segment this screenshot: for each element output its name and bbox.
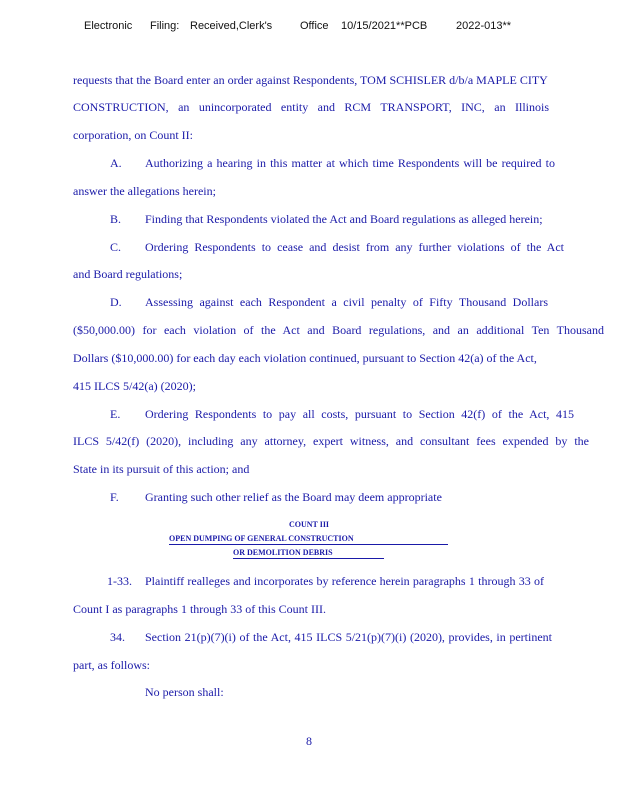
relief-letter-d: D. bbox=[110, 295, 122, 309]
relief-letter-a: A. bbox=[110, 156, 122, 170]
count-subtitle-underline-2 bbox=[233, 558, 384, 559]
relief-b-line-1: Finding that Respondents violated the Act and Board regulations as alleged herein; bbox=[145, 212, 543, 226]
header-office: Office bbox=[300, 20, 329, 32]
header-filing: Filing: bbox=[150, 20, 180, 32]
relief-d-line-4: 415 ILCS 5/42(a) (2020); bbox=[73, 379, 196, 393]
relief-c-line-2: and Board regulations; bbox=[73, 267, 183, 281]
count-subtitle-line-1: OPEN DUMPING OF GENERAL CONSTRUCTION bbox=[169, 534, 354, 543]
count-subtitle-line-2: OR DEMOLITION DEBRIS bbox=[233, 548, 333, 557]
header-date-pcb: 10/15/2021**PCB bbox=[341, 20, 428, 32]
relief-letter-f: F. bbox=[110, 490, 119, 504]
relief-f-line-1: Granting such other relief as the Board may deem appropriate bbox=[145, 490, 442, 504]
relief-e-line-2: ILCS 5/42(f) (2020), including any attorney, expert witness, and consultant fees expended by the bbox=[73, 434, 589, 448]
para-1-33-line-1: Plaintiff realleges and incorporates by reference herein paragraphs 1 through 33 of bbox=[145, 574, 544, 588]
relief-a-line-1: Authorizing a hearing in this matter at which time Respondents will be required to bbox=[145, 156, 555, 170]
para-34-line-2: part, as follows: bbox=[73, 658, 150, 672]
header-electronic: Electronic bbox=[84, 20, 133, 32]
count-title: COUNT III bbox=[288, 520, 330, 529]
count-subtitle-underline-1 bbox=[169, 544, 448, 545]
page-number: 8 bbox=[306, 734, 312, 748]
para-34-line-1: Section 21(p)(7)(i) of the Act, 415 ILCS 5/21(p)(7)(i) (2020), provides, in pertinent bbox=[145, 630, 552, 644]
relief-letter-b: B. bbox=[110, 212, 122, 226]
intro-line-2: CONSTRUCTION, an unincorporated entity and RCM TRANSPORT, INC, an Illinois bbox=[73, 100, 549, 114]
relief-a-line-2: answer the allegations herein; bbox=[73, 184, 216, 198]
para-1-33-number: 1-33. bbox=[107, 574, 132, 588]
relief-c-line-1: Ordering Respondents to cease and desist from any further violations of the Act bbox=[145, 240, 564, 254]
header-received-clerks: Received,Clerk's bbox=[190, 20, 273, 32]
para-34-number: 34. bbox=[110, 630, 125, 644]
intro-line-3: corporation, on Count II: bbox=[73, 128, 193, 142]
relief-e-line-3: State in its pursuit of this action; and bbox=[73, 462, 250, 476]
intro-line-1: requests that the Board enter an order against Respondents, TOM SCHISLER d/b/a MAPLE CITY bbox=[73, 73, 548, 87]
quote-line: No person shall: bbox=[145, 685, 224, 699]
relief-letter-e: E. bbox=[110, 407, 121, 421]
relief-letter-c: C. bbox=[110, 240, 122, 254]
header-case-number: 2022-013** bbox=[456, 20, 512, 32]
para-1-33-line-2: Count I as paragraphs 1 through 33 of this Count III. bbox=[73, 602, 326, 616]
relief-d-line-3: Dollars ($10,000.00) for each day each violation continued, pursuant to Section 42(a) of the Act, bbox=[73, 351, 537, 365]
relief-d-line-1: Assessing against each Respondent a civil penalty of Fifty Thousand Dollars bbox=[145, 295, 548, 309]
relief-d-line-2: ($50,000.00) for each violation of the Act and Board regulations, and an additional Ten Thousand bbox=[73, 323, 604, 337]
relief-e-line-1: Ordering Respondents to pay all costs, pursuant to Section 42(f) of the Act, 415 bbox=[145, 407, 574, 421]
